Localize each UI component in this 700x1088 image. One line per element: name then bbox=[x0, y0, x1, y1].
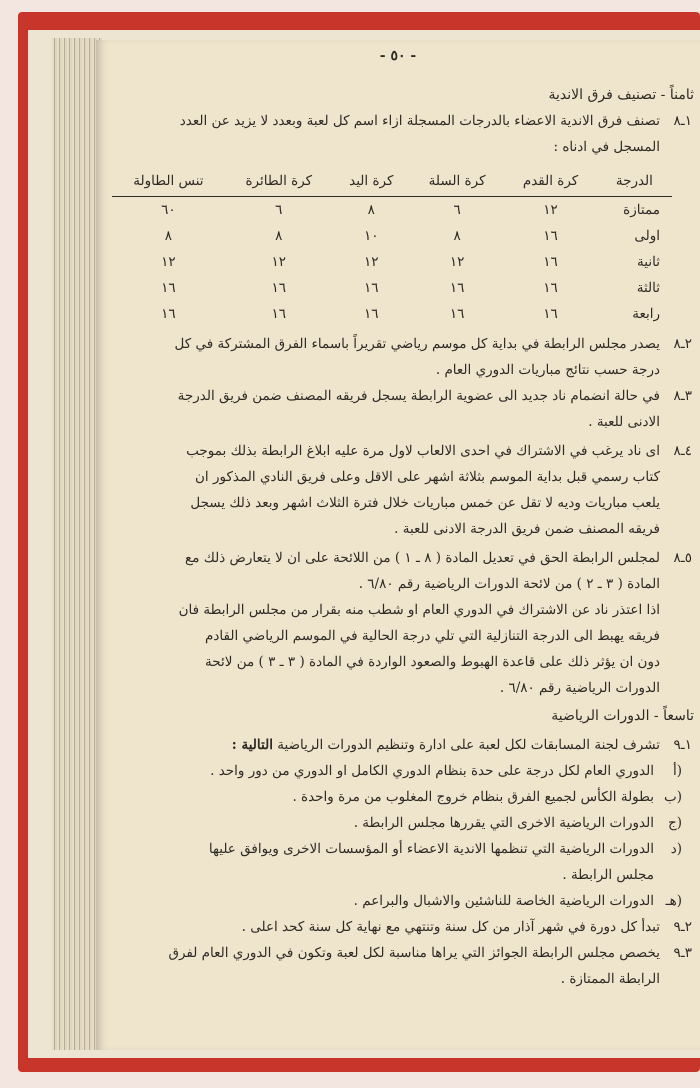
value-cell: ١٢ bbox=[271, 254, 287, 270]
item-line: الدورات الرياضية التي تنظمها الاندية الاعضاء أو المؤسسات الاخرى ويوافق عليها bbox=[208, 841, 654, 857]
grade-cell: رابعة bbox=[632, 306, 660, 322]
value-cell: ١٦ bbox=[449, 280, 465, 296]
item-line: الدوري العام لكل درجة على حدة بنظام الدوري الكامل او الدوري من دور واحد . bbox=[210, 763, 654, 779]
value-cell: ١٦ bbox=[543, 254, 558, 270]
header-basketball: كرة السلة bbox=[410, 164, 504, 197]
clause-8-5 bbox=[104, 545, 694, 701]
value-cell: ١٢ bbox=[449, 254, 465, 270]
grade-cell: ممتازة bbox=[623, 202, 660, 218]
clause-line: اى ناد يرغب في الاشتراك في احدى الالعاب لاول مرة عليه ابلاغ الرابطة بذلك بموجب bbox=[186, 443, 660, 459]
header-football: كرة القدم bbox=[504, 164, 596, 197]
clause-8-3 bbox=[104, 383, 694, 435]
clause-number: ٣ـ٩ bbox=[673, 945, 692, 961]
clause-line: كتاب رسمي قبل بداية الموسم بثلاثة اشهر على الاقل وعلى فريق النادي المذكور ان bbox=[195, 469, 660, 485]
clause-9-1 bbox=[104, 732, 694, 758]
clause-line: يصدر مجلس الرابطة في بداية كل موسم رياضي تقريراً باسماء الفرق المشتركة في كل bbox=[174, 336, 660, 352]
page-edges bbox=[52, 38, 102, 1050]
clause-8-1 bbox=[104, 108, 694, 160]
value-cell: ١٦ bbox=[161, 280, 176, 296]
value-cell: ١٦ bbox=[364, 306, 379, 322]
value-cell: ٨ bbox=[453, 228, 461, 244]
clause-9-3 bbox=[104, 940, 694, 992]
clause-line: دون ان يؤثر ذلك على قاعدة الهبوط والصعود الواردة في المادة ( ٣ ـ ٣ ) من لائحة bbox=[205, 654, 660, 670]
value-cell: ٦ bbox=[453, 202, 461, 218]
item-c bbox=[104, 810, 694, 836]
clause-8-4 bbox=[104, 438, 694, 542]
grades-table bbox=[112, 164, 672, 327]
item-label: ب) bbox=[664, 789, 682, 805]
item-line: الدورات الرياضية الخاصة للناشئين والاشبال والبراعم . bbox=[353, 893, 654, 909]
value-cell: ١٢ bbox=[161, 254, 176, 270]
header-table-tennis: تنس الطاولة bbox=[112, 164, 225, 197]
clause-line: اذا اعتذر ناد عن الاشتراك في الدوري العام او شطب منه بقرار من مجلس الرابطة فان bbox=[178, 602, 660, 618]
clause-line: يخصص مجلس الرابطة الجوائز التي يراها مناسبة لكل لعبة وتكون في الدوري العام لفرق bbox=[168, 945, 660, 961]
item-label: ج) bbox=[668, 815, 682, 831]
value-cell: ٨ bbox=[367, 202, 375, 218]
clause-line bbox=[104, 732, 660, 758]
item-line: بطولة الكأس لجميع الفرق بنظام خروج المغلوب من مرة واحدة . bbox=[292, 789, 654, 805]
section-9-heading: تاسعاً - الدورات الرياضية bbox=[551, 708, 694, 724]
grade-cell: ثانية bbox=[637, 254, 660, 270]
item-label: هـ) bbox=[665, 893, 682, 909]
grade-cell: ثالثة bbox=[636, 280, 660, 296]
value-cell: ١٦ bbox=[271, 306, 287, 322]
grade-cell: اولى bbox=[634, 228, 660, 244]
clause-line: فريقه يهبط الى الدرجة التنازلية التي تلي درجة الحالية في الموسم الرياضي القادم bbox=[205, 628, 660, 644]
header-volleyball: كرة الطائرة bbox=[225, 164, 333, 197]
value-cell: ١٦ bbox=[543, 228, 558, 244]
value-cell: ٨ bbox=[275, 228, 283, 244]
header-grade: الدرجة bbox=[597, 164, 672, 197]
section-8-heading: ثامناً - تصنيف فرق الاندية bbox=[548, 87, 694, 103]
item-label: د) bbox=[670, 841, 682, 857]
clause-line: الرابطة الممتازة . bbox=[560, 971, 660, 987]
clause-line: تبدأ كل دورة في شهر آذار من كل سنة وتنتهي مع نهاية كل سنة كحد اعلى . bbox=[241, 919, 660, 935]
clause-number: ٤ـ٨ bbox=[673, 443, 692, 459]
table-row bbox=[112, 197, 672, 224]
clause-line: تصنف فرق الاندية الاعضاء بالدرجات المسجلة ازاء اسم كل لعبة وبعدد لا يزيد عن العدد bbox=[179, 113, 660, 129]
clause-line: المادة ( ٣ ـ ٢ ) من لائحة الدورات الرياضية رقم ٦/٨٠ . bbox=[358, 576, 660, 592]
clause-line: المسجل في ادناه : bbox=[553, 139, 660, 155]
value-cell: ١٦ bbox=[364, 280, 379, 296]
item-b bbox=[104, 784, 694, 810]
value-cell: ٨ bbox=[164, 228, 173, 244]
clause-line: الدورات الرياضية رقم ٦/٨٠ . bbox=[499, 680, 660, 696]
value-cell: ٦٠ bbox=[161, 202, 176, 218]
clause-number: ٥ـ٨ bbox=[673, 550, 692, 566]
clause-line: يلعب مباريات وديه لا تقل عن خمس مباريات خلال فترة الثلاث اشهر وبعد ذلك يسجل bbox=[190, 495, 660, 511]
header-handball: كرة اليد bbox=[333, 164, 410, 197]
item-line: الدورات الرياضية الاخرى التي يقررها مجلس الرابطة . bbox=[353, 815, 654, 831]
value-cell: ١٦ bbox=[271, 280, 287, 296]
value-cell: ١٦ bbox=[449, 306, 465, 322]
value-cell: ٦ bbox=[275, 202, 283, 218]
table-row bbox=[112, 223, 672, 249]
value-cell: ١٠ bbox=[364, 228, 379, 244]
clause-number: ٢ـ٩ bbox=[673, 919, 692, 935]
value-cell: ١٢ bbox=[543, 202, 558, 218]
clause-line: الادنى للعبة . bbox=[588, 414, 660, 430]
clause-number: ١ـ٩ bbox=[673, 737, 692, 753]
clause-8-2 bbox=[104, 331, 694, 383]
clause-line: فريقه المصنف ضمن فريق الدرجة الادنى للعبة . bbox=[394, 521, 660, 537]
value-cell: ١٢ bbox=[364, 254, 379, 270]
clause-bold-text: التالية : bbox=[231, 737, 273, 753]
item-e bbox=[104, 888, 694, 914]
document-page bbox=[96, 40, 700, 1050]
item-a bbox=[104, 758, 694, 784]
clause-9-2 bbox=[104, 914, 694, 940]
table-header-row bbox=[112, 164, 672, 197]
item-d bbox=[104, 836, 694, 888]
clause-line: درجة حسب نتائج مباريات الدوري العام . bbox=[435, 362, 660, 378]
table-row bbox=[112, 249, 672, 275]
item-label: أ) bbox=[672, 763, 682, 779]
clause-number: ٢ـ٨ bbox=[673, 336, 692, 352]
clause-text: تشرف لجنة المسابقات لكل لعبة على ادارة وتنظيم الدورات الرياضية bbox=[272, 737, 660, 753]
clause-number: ١ـ٨ bbox=[673, 113, 692, 129]
page-number: - ٥٠ - bbox=[379, 48, 417, 64]
clause-line: لمجلس الرابطة الحق في تعديل المادة ( ٨ ـ ١ ) من اللائحة على ان لا يتعارض ذلك مع bbox=[185, 550, 660, 566]
value-cell: ١٦ bbox=[543, 306, 558, 322]
value-cell: ١٦ bbox=[161, 306, 176, 322]
clause-line: في حالة انضمام ناد جديد الى عضوية الرابطة يسجل فريقه المصنف ضمن فريق الدرجة bbox=[177, 388, 660, 404]
clause-number: ٣ـ٨ bbox=[673, 388, 692, 404]
table-row bbox=[112, 301, 672, 327]
value-cell: ١٦ bbox=[543, 280, 558, 296]
item-line: مجلس الرابطة . bbox=[562, 867, 654, 883]
page-content bbox=[104, 82, 694, 1050]
table-row bbox=[112, 275, 672, 301]
